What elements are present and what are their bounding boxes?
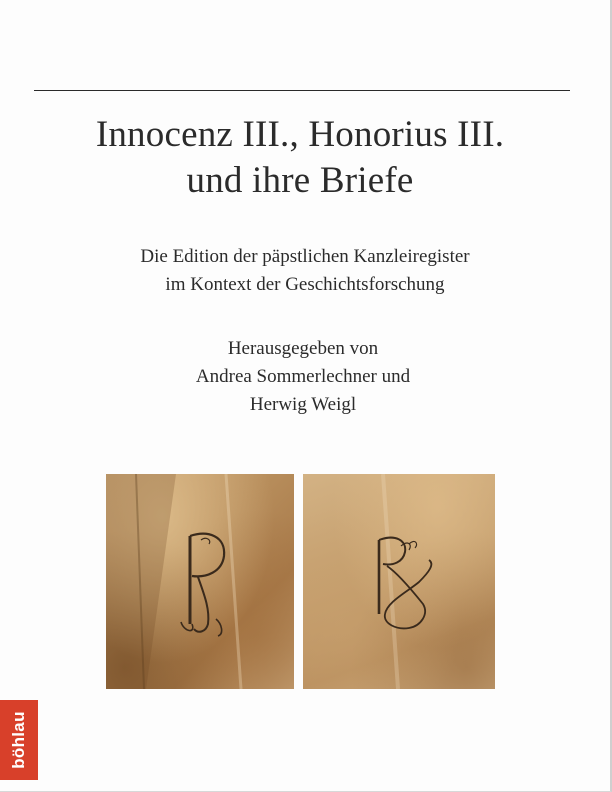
cover-images xyxy=(106,474,495,689)
editors-line-3: Herwig Weigl xyxy=(249,394,357,415)
title-line-2: und ihre Briefe xyxy=(186,160,414,201)
manuscript-r-mark-left xyxy=(106,474,294,689)
subtitle-line-1: Die Edition der päpstlichen Kanzleiregister xyxy=(140,246,470,267)
editors-line-2: Andrea Sommerlechner und xyxy=(195,366,411,387)
editors-line-1: Herausgegeben von xyxy=(227,338,379,359)
publisher-logo-text: böhlau xyxy=(9,711,28,769)
book-subtitle xyxy=(0,243,610,299)
publisher-badge xyxy=(0,700,38,780)
manuscript-image-left xyxy=(106,474,294,689)
top-rule xyxy=(34,90,570,91)
manuscript-r-mark-right xyxy=(303,474,495,689)
title-line-1: Innocenz III., Honorius III. xyxy=(95,114,505,155)
book-title xyxy=(0,112,600,204)
subtitle-line-2: im Kontext der Geschichtsforschung xyxy=(165,274,445,295)
editors-block xyxy=(0,335,606,419)
manuscript-image-right xyxy=(303,474,495,689)
